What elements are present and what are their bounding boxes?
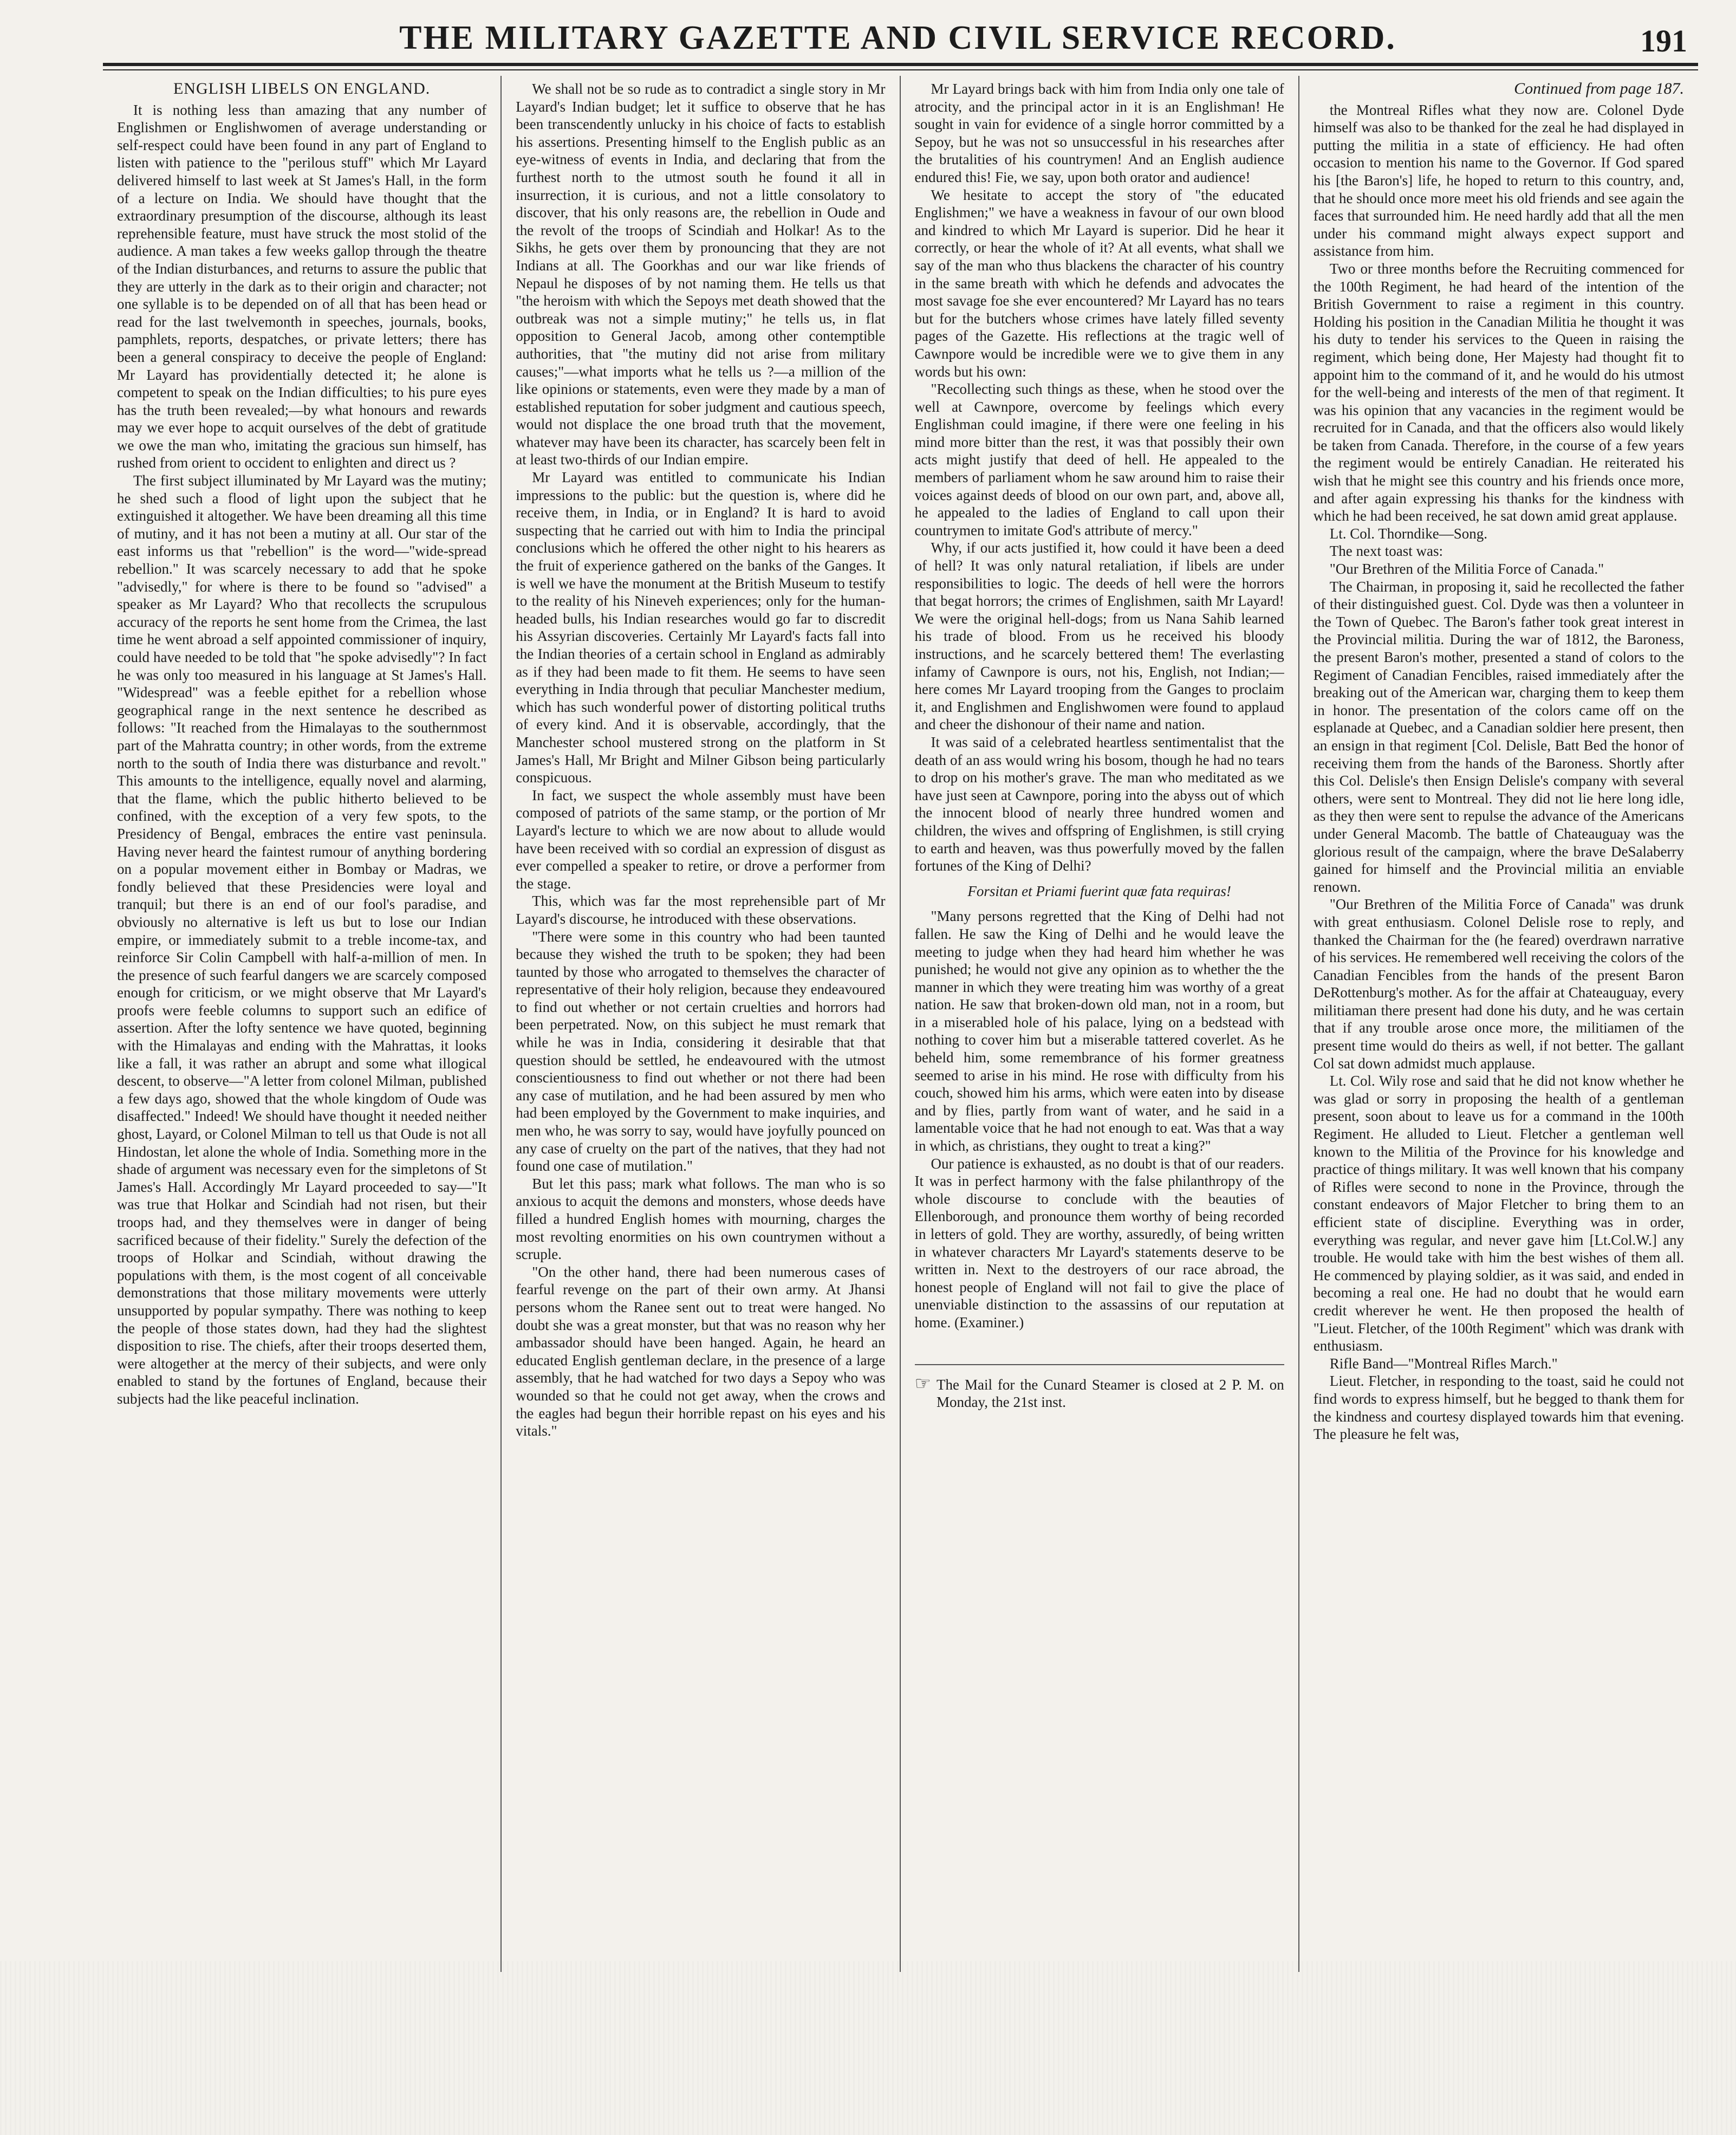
paragraph: Lieut. Fletcher, in responding to the toast, said he could not find words to express himself, but he begged to thank them for the kindness and courtesy displayed towards him that evening. The pleasure he felt was, — [1313, 1373, 1684, 1443]
paragraph: "There were some in this country who had been taunted because they wished the truth to be spoken; they had been taunted by those who arrogated to themselves the character of representative of their holy religion, because they endeavoured to find out whether or not certain cruelties and horrors had been perpetrated. Now, on this subject he must remark that while he was in India, considering it desirable that that question should be settled, he endeavoured with the utmost conscientiousness to find out whether or not there had been any case of mutilation, and he had been assured by men who had been employed by the Government to make inquiries, and men who, he was sorry to say, would have joyfully pounced on any case of cruelty on the part of the natives, that they had not found one case of mutilation." — [516, 928, 886, 1174]
masthead — [103, 15, 1693, 61]
paragraph: "Our Brethren of the Militia Force of Canada." — [1329, 561, 1604, 577]
paragraph: But let this pass; mark what follows. The man who is so anxious to acquit the demons and monsters, whose deeds have filled a hundred English homes with mourning, charges the most revolting enormities on his own countrymen without a scruple. — [516, 1175, 886, 1263]
column-4 — [1299, 76, 1698, 1972]
paragraph: Rifle Band—"Montreal Rifles March." — [1329, 1355, 1558, 1372]
paragraph: The next toast was: — [1329, 543, 1443, 560]
paragraph: Two or three months before the Recruiting commenced for the 100th Regiment, he had heard of the intention of the British Government to raise a regiment in this country. Holding his position in the Canadian Militia he thought it was his duty to tender his services to the Queen in raising the regiment, which being done, Her Majesty had thought fit to appoint him to the command of it, and he would do his utmost for the well-being and interests of the men of that regiment. It was his opinion that any vacancies in the regiment would be recruited for in Canada, and that the officers also would likely be taken from Canada. Therefore, in the course of a few years the regiment would be entirely Canadian. He reiterated his wish that he might see this country and his friends once more, and after again expressing his thanks for the kindness with which he had been received, he sat down amid great applause. — [1313, 260, 1684, 524]
newspaper-title: THE MILITARY GAZETTE AND CIVIL SERVICE RECORD. — [399, 19, 1396, 56]
paragraph: "Many persons regretted that the King of Delhi had not fallen. He saw the King of Delhi and he would leave the meeting to judge when they had heard him whether he was punished; he would not give any opinion as to whether the the manner in which they were treating him was worthy of a great nation. He saw that broken-down old man, not in a room, but in a miserabled hole of his palace, lying on a bedstead with nothing to cover him but a miserable tattered coverlet. As he beheld him, some remembrance of his former greatness seemed to arise in his mind. He rose with difficulty from his couch, showed him his arms, which were eaten into by disease and by flies, partly from want of water, and he said in a lamentable voice that he had not enough to eat. Was that a way in which, as christians, they ought to treat a king?" — [914, 908, 1284, 1154]
paragraph: "On the other hand, there had been numerous cases of fearful revenge on the part of their own army. At Jhansi persons whom the Ranee sent out to treat were hanged. No doubt she was a great monster, but that was no reason why her ambassador should have been hanged. Again, he heard an educated English gentleman declare, in the presence of a large assembly, that he had watched for two days a Sepoy who was wounded so that he could not get away, when the crows and the eagles had begun their horrible repast on his eyes and his vitals." — [516, 1263, 886, 1439]
continued-heading: Continued from page 187. — [1514, 80, 1684, 98]
paragraph: Lt. Col. Wily rose and said that he did not know whether he was glad or sorry in proposing the health of a gentleman present, soon about to leave us for a command in the 100th Regiment. He alluded to Lieut. Fletcher a gentleman well known to the Militia of the Province for his knowledge and practice of things military. It was well known that his company of Rifles were second to none in the Province, through the constant endeavors of Major Fletcher to bring them to an efficient state of discipline. Everything was in order, everything was regular, and never gave him [Lt.Col.W.] any trouble. He would take with him the best wishes of them all. He commenced by playing soldier, as it was said, and ended in becoming a real one. He had no doubt that he would earn credit wherever he went. He then proposed the health of "Lieut. Fletcher, of the 100th Regiment" which was drank with enthusiasm. — [1313, 1073, 1684, 1354]
masthead-rule-thick — [103, 63, 1698, 66]
mail-notice — [915, 1364, 1284, 1411]
paragraph: It was said of a celebrated heartless sentimentalist that the death of an ass would wring his bosom, though he had no tears to drop on his mother's grave. The man who meditated as we have just seen at Cawnpore, poring into the abyss out of which the innocent blood of nearly three hundred women and children, the wives and offspring of Englishmen, is still crying to earth and heaven, was thus powerfully moved by the fallen fortunes of the King of Delhi? — [914, 734, 1284, 874]
article-columns — [103, 76, 1698, 1972]
paragraph: Lt. Col. Thorndike—Song. — [1329, 525, 1488, 542]
paragraph: This, which was far the most reprehensible part of Mr Layard's discourse, he introduced with these observations. — [516, 893, 886, 927]
paragraph: Why, if our acts justified it, how could it have been a deed of hell? It was only natural retaliation, if libels are under responsibilities to logic. The deeds of hell were the horrors that begat horrors; the crimes of Englishmen, saith Mr Layard! We were the original hell-dogs; from us Nana Sahib learned his trade of blood. From us he received his bloody instructions, and he scarcely bettered them! The everlasting infamy of Cawnpore is ours, not his, English, not Indian;—here comes Mr Layard trooping from the Ganges to proclaim it, and Englishmen and Englishwomen were found to applaud and cheer the dishonour of their name and nation. — [914, 540, 1284, 733]
mail-notice-text: The Mail for the Cunard Steamer is closed at 2 P. M. on Monday, the 21st inst. — [936, 1376, 1284, 1411]
column-2 — [502, 76, 900, 1972]
article-heading: ENGLISH LIBELS ON ENGLAND. — [173, 80, 431, 98]
column-1 — [103, 76, 502, 1972]
paragraph: "Our Brethren of the Militia Force of Canada" was drunk with great enthusiasm. Colonel Delisle rose to reply, and thanked the Chairman for the (he feared) overdrawn narrative of his services. He remembered well receiving the colors of the Canadian Fencibles from the hands of the present Baron DeRottenburg's mother. As for the affair at Chateauguay, every militiaman there present had done his duty, and he was certain that if any trouble arose once more, the militiamen of the present time would do theirs as well, if not better. The gallant Col sat down admidst much applause. — [1313, 896, 1684, 1072]
paragraph: In fact, we suspect the whole assembly must have been composed of patriots of the same stamp, or the portion of Mr Layard's lecture to which we are now about to allude would have been received with so cordial an expression of disgust as ever compelled a speaker to retire, or drove a performer from the stage. — [516, 787, 886, 892]
paragraph: Our patience is exhausted, as no doubt is that of our readers. It was in perfect harmony with the false philanthropy of the whole discourse to conclude with the beauties of Ellenborough, and pronounce them worthy of being recorded in letters of gold. They are worthy, assuredly, of being written in whatever characters Mr Layard's statements deserve to be written in. Next to the destroyers of our race abroad, the honest people of England will not fail to give the place of unenviable distinction to the assassins of our reputation at home. (Examiner.) — [914, 1155, 1284, 1331]
column-3 — [901, 76, 1299, 1972]
latin-quotation: Forsitan et Priami fuerint quæ fata requiras! — [967, 882, 1231, 899]
masthead-rule-thin — [103, 69, 1698, 70]
paragraph: The first subject illuminated by Mr Layard was the mutiny; he shed such a flood of light upon the subject that he extinguished it altogether. We have been dreaming all this time of mutiny, and it has not been a mutiny at all. Our star of the east informs us that "rebellion" is the word—"wide-spread rebellion." It was scarcely necessary to add that he spoke "advisedly," for where is there to be found so "advised" a speaker as Mr Layard? Who that recollects the scrupulous accuracy of the reports he sent home from the Crimea, the last time he went abroad a self appointed commissioner of inquiry, could have needed to be told that "he spoke advisedly"? In fact he was only too measured in his language at St James's Hall. "Widespread" was a feeble epithet for a rebellion whose geographical range in the next sentence he described as follows: "It reached from the Himalayas to the southernmost part of the Mahratta country; in other words, from the extreme north to the south of India there was disturbance and revolt." This amounts to the intelligence, equally novel and alarming, that the flame, which the public hitherto believed to be confined, with the exception of a very few spots, to the Presidency of Bengal, embraces the entire vast peninsula. Having never heard the faintest rumour of anything bordering on a popular movement either in Bombay or Madras, we fondly believed that these Presidencies were loyal and tranquil; but there is an end of our fool's paradise, and obviously no alternative is left us but to lose our Indian empire, or immediately submit to a treble income-tax, and reinforce Sir Colin Campbell with half-a-million of men. In the presence of such fearful dangers we are scarcely composed enough for criticism, or we might observe that Mr Layard's proofs were feeble columns to support such an edifice of assertion. After the lofty sentence we have quoted, beginning with the Himalayas and ending with the Mahrattas, it looks like a fall, it was rather an abrupt and some what illogical descent, to observe—"A letter from colonel Milman, published a few days ago, showed that the whole kingdom of Oude was disaffected." Indeed! We should have thought it needed neither ghost, Layard, or Colonel Milman to tell us that Oude is not all Hindostan, let alone the whole of India. Something more in the shade of argument was necessary even for the simpletons of St James's Hall. Accordingly Mr Layard proceeded to say—"It was true that Holkar and Scindiah had not risen, but their troops had, and they themselves were in danger of being sacrificed because of their fidelity." Surely the defection of the troops of Holkar and Scindiah, without drawing the populations with them, is the most cogent of all conceivable demonstrations that those military movements were utterly unsupported by popular sympathy. There was nothing to keep the people of those states down, had they had the slightest disposition to rise. The chiefs, after their troops deserted them, were altogether at the mercy of their subjects, and were only enabled to stand by the fortunes of England, because their subjects had the like peaceful inclination. — [117, 472, 487, 1407]
paragraph: Mr Layard was entitled to communicate his Indian impressions to the public: but the question is, where did he receive them, in India, or in England? It is hard to avoid suspecting that he carried out with him to India the principal conclusions which he offered the other night to his hearers as the fruit of experience gathered on the banks of the Ganges. It is well we have the monument at the British Museum to testify to the reality of his Nineveh experiences; only for the human-headed bulls, his Indian researches would go far to discredit his Assyrian discoveries. Certainly Mr Layard's facts fall into the Indian theories of a certain school in England as admirably as if they had been made to fit them. He seems to have seen everything in India through that peculiar Manchester medium, which has such wonderful power of distorting political truths of every kind. And it is observable, accordingly, that the Manchester school mustered strong on the platform in St James's Hall, Mr Bright and Milner Gibson being particularly conspicuous. — [516, 469, 886, 786]
paragraph: The Chairman, in proposing it, said he recollected the father of their distinguished guest. Col. Dyde was then a volunteer in the Town of Quebec. The Baron's father took great interest in the Provincial militia. During the war of 1812, the Baroness, the present Baron's mother, presented a stand of colors to the Regiment of Canadian Fencibles, raised immediately after the breaking out of the American war, charging them to keep them in honor. The presentation of the colors came off on the esplanade at Quebec, and a Canadian soldier here present, then an ensign in that regiment [Col. Delisle, Batt Bed the honor of receiving them from the hands of the Baroness. Shortly after this Col. Delisle's then Ensign Delisle's company with several others, were sent to Montreal. They did not lie here long idle, as they then were sent to repulse the advance of the Americans under General Macomb. The battle of Chateauguay was the glorious result of the campaign, where the brave DeSalaberry gained for himself and the Provincial militia an enviable renown. — [1313, 578, 1684, 895]
paper-texture — [0, 1961, 1736, 2135]
paragraph: We shall not be so rude as to contradict a single story in Mr Layard's Indian budget; let it suffice to observe that he has been transcendently unlucky in his choice of facts to establish his assertions. Presenting himself to the English public as an eye-witness of events in India, and declaring that from the furthest north to the utmost south he found it all in insurrection, it is curious, and not a little consolatory to discover, that his only reasons are, the rebellion in Oude and the revolt of the troops of Scindiah and Holkar! As to the Sikhs, he gets over them by pronouncing that they are not Indians at all. The Goorkhas and our war like friends of Nepaul he disposes of by not naming them. He tells us that "the heroism with which the Sepoys met death showed that the outbreak was not a simple mutiny;" he tells us, in flat opposition to General Jacob, among other contemptible authorities, that "the mutiny did not arise from military causes;"—what imports what he tells us ?—a million of the like opinions or statements, even were they made by a man of established reputation for sober judgment and cautious speech, would not displace the one broad truth that the movement, whatever may have been its character, has scarcely been felt in at least two-thirds of our Indian empire. — [516, 81, 886, 468]
paragraph: We hesitate to accept the story of "the educated Englishmen;" we have a weakness in favour of our own blood and kindred to which Mr Layard is superior. Did he hear it correctly, or hear the whole of it? At all events, what shall we say of the man who thus blackens the character of his country in the same breath with which he defends and advocates the most savage foe she ever encountered? Mr Layard has no tears but for the butchers whose crimes have lately filled seventy pages of the Gazette. His reflections at the tragic well of Cawnpore would be incredible were we to give them in any words but his own: — [914, 186, 1284, 380]
paragraph: "Recollecting such things as these, when he stood over the well at Cawnpore, overcome by feelings which every Englishman could imagine, if there were one feeling in his mind more bitter than the rest, it was that possibly their own acts might justify that deed of hell. He appealed to the members of parliament whom he saw around him to raise their voices against deeds of blood on our own part, and, above all, he appealed to the ladies of England to call upon their countrymen to imitate God's attribute of mercy." — [914, 381, 1284, 538]
pointing-hand-icon: ☞ — [914, 1373, 931, 1394]
page-number: 191 — [1640, 23, 1687, 59]
paragraph: the Montreal Rifles what they now are. Colonel Dyde himself was also to be thanked for the zeal he had displayed in putting the militia in a state of efficiency. He had often occasion to mention his name to the Governor. If God spared his [the Baron's] life, he hoped to return to this country, and, that he should once more meet his old friends and see again the faces that surrounded him. He need hardly add that all the men under his command might always expect support and assistance from him. — [1313, 101, 1684, 259]
paragraph: It is nothing less than amazing that any number of Englishmen or Englishwomen of average understanding or self-respect could have been found in any part of England to listen with patience to the "perilous stuff" which Mr Layard delivered himself to last week at St James's Hall, in the form of a lecture on India. We should have thought that the extraordinary presumption of the discourse, although its least reprehensible feature, must have struck the most stolid of the audience. A man takes a few weeks gallop through the theatre of the Indian disturbances, and returns to assure the public that they are utterly in the dark as to their origin and character; not one syllable is to be depended on of all that has been head or read for the last twelvemonth in speeches, journals, books, pamphlets, reports, despatches, or private letters; there has been a general conspiracy to deceive the people of England: Mr Layard has providentially detected it; he alone is competent to speak on the Indian difficulties; to his pure eyes has the truth been revealed;—by what honours and rewards may we ever hope to acquit ourselves of the debt of gratitude we owe the man who, imitating the gracious sun himself, has rushed from orient to occident to enlighten and direct us ? — [117, 101, 487, 471]
paragraph: Mr Layard brings back with him from India only one tale of atrocity, and the principal actor in it is an Englishman! He sought in vain for evidence of a single horror committed by a Sepoy, but he was not so unsuccessful in his researches after the brutalities of his countrymen! And an English audience endured this! Fie, we say, upon both orator and audience! — [914, 81, 1284, 185]
